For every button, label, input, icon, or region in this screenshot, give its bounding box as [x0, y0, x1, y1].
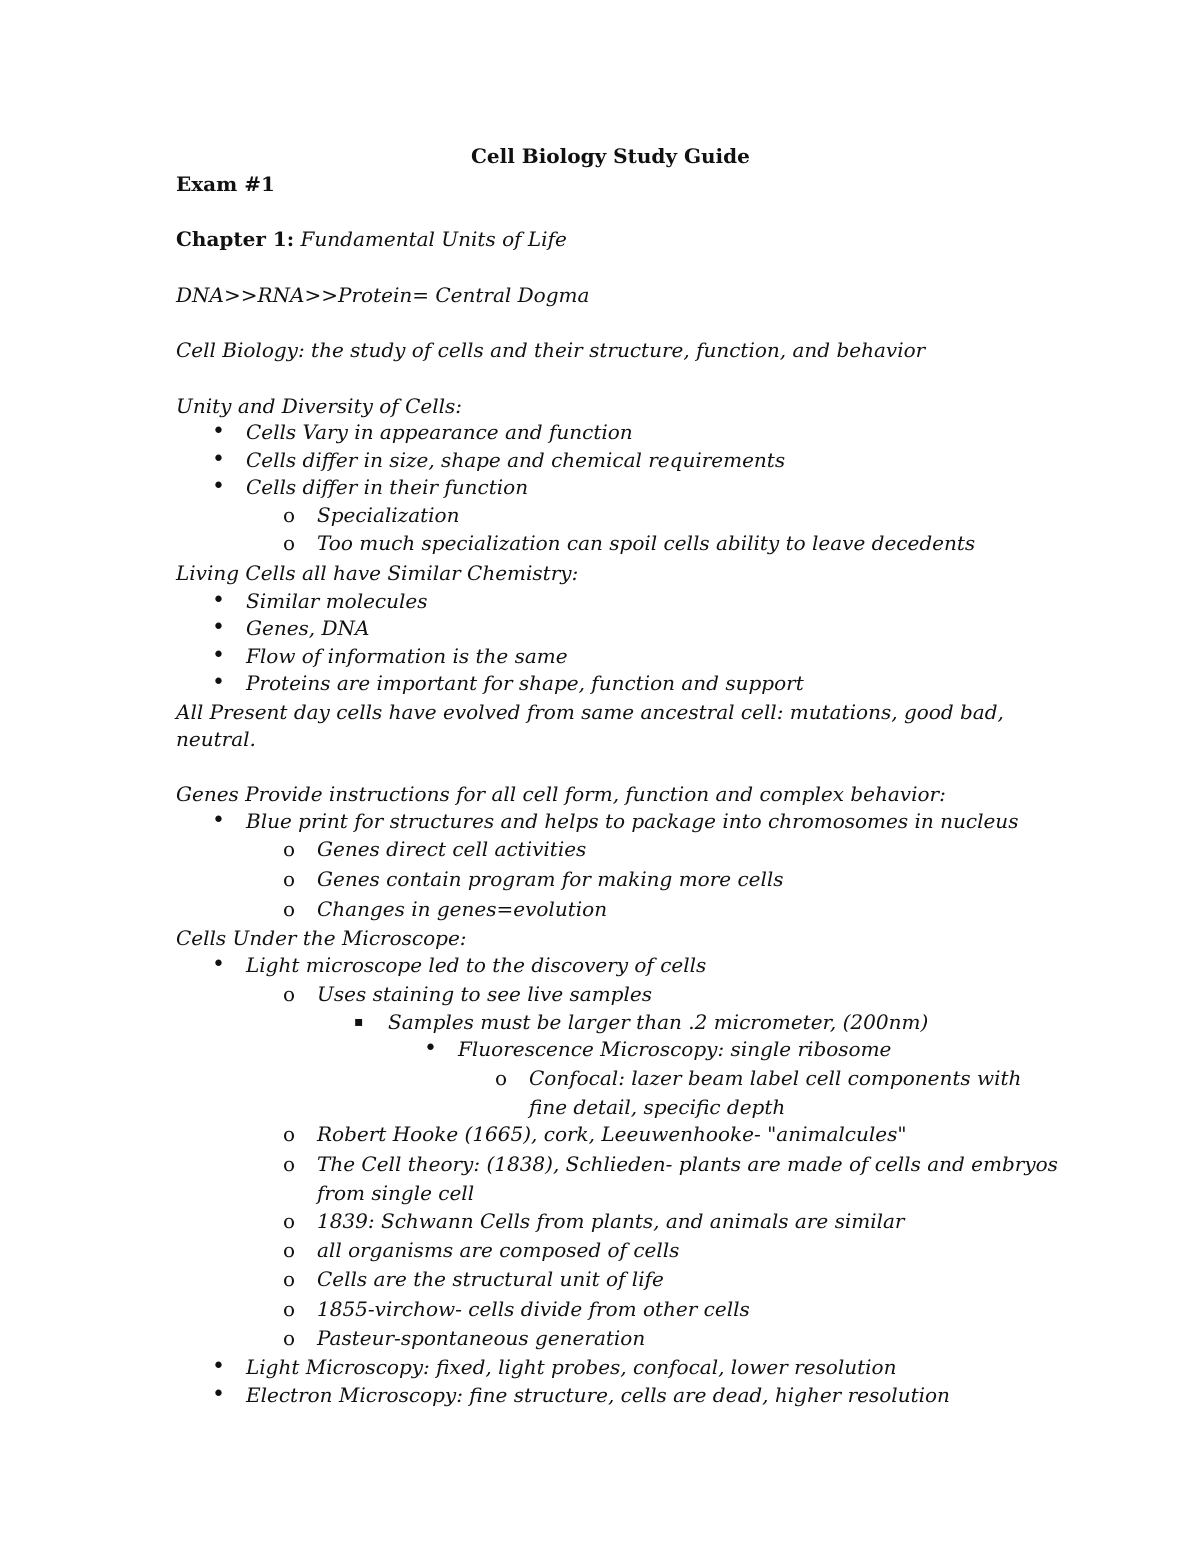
page-title: Cell Biology Study Guide — [471, 144, 750, 168]
list-item: Cells are the structural unit of life — [317, 1267, 664, 1291]
exam-label: Exam #1 — [176, 172, 275, 196]
list-item: Proteins are important for shape, function and support — [246, 671, 804, 695]
list-item: Similar molecules — [246, 589, 428, 613]
bullet-marker: • — [212, 952, 225, 977]
definition-line: Cell Biology: the study of cells and their structure, function, and behavior — [176, 338, 926, 362]
list-item: 1839: Schwann Cells from plants, and animals are similar — [317, 1209, 905, 1233]
bullet-marker: • — [212, 643, 225, 668]
circle-marker: o — [283, 867, 296, 891]
section-heading-genes: Genes Provide instructions for all cell form, function and complex behavior: — [176, 782, 946, 806]
circle-marker: o — [283, 1209, 296, 1233]
list-item: Blue print for structures and helps to package into chromosomes in nucleus — [246, 809, 1019, 833]
list-item: Electron Microscopy: fine structure, cells are dead, higher resolution — [246, 1383, 950, 1407]
bullet-marker: • — [212, 447, 225, 472]
list-item: Uses staining to see live samples — [317, 982, 652, 1006]
list-item: Specialization — [317, 503, 460, 527]
circle-marker: o — [283, 982, 296, 1006]
list-item: Changes in genes=evolution — [317, 897, 608, 921]
list-item: Cells differ in their function — [246, 475, 529, 499]
paragraph-evolved-line2: neutral. — [176, 727, 256, 751]
bullet-marker: • — [212, 1382, 225, 1407]
circle-marker: o — [283, 1152, 296, 1176]
circle-marker: o — [283, 837, 296, 861]
bullet-marker: • — [212, 419, 225, 444]
paragraph-evolved-line1: All Present day cells have evolved from same ancestral cell: mutations, good bad, — [176, 700, 1004, 724]
list-item: Fluorescence Microscopy: single ribosome — [458, 1037, 892, 1061]
circle-marker: o — [283, 1122, 296, 1146]
bullet-marker: • — [212, 588, 225, 613]
chapter-heading — [176, 226, 567, 252]
chapter-label: Chapter 1: — [176, 227, 295, 251]
circle-marker: o — [283, 503, 296, 527]
list-item: all organisms are composed of cells — [317, 1238, 680, 1262]
list-item-continuation: from single cell — [317, 1181, 475, 1205]
circle-marker: o — [283, 531, 296, 555]
list-item: Light microscope led to the discovery of cells — [246, 953, 707, 977]
bullet-marker: • — [212, 808, 225, 833]
bullet-marker: • — [212, 474, 225, 499]
chapter-name: Fundamental Units of Life — [300, 227, 567, 251]
list-item: Genes, DNA — [246, 616, 370, 640]
list-item: Confocal: lazer beam label cell components with — [529, 1066, 1022, 1090]
list-item: 1855-virchow- cells divide from other cells — [317, 1297, 750, 1321]
bullet-marker: • — [212, 670, 225, 695]
list-item: Too much specialization can spoil cells ability to leave decedents — [317, 531, 976, 555]
circle-marker: o — [283, 1238, 296, 1262]
circle-marker: o — [283, 1267, 296, 1291]
section-heading-chemistry: Living Cells all have Similar Chemistry: — [176, 561, 579, 585]
list-item: Flow of information is the same — [246, 644, 568, 668]
list-item: Cells differ in size, shape and chemical requirements — [246, 448, 786, 472]
list-item: Pasteur-spontaneous generation — [317, 1326, 646, 1350]
bullet-marker: • — [212, 1354, 225, 1379]
section-heading-unity: Unity and Diversity of Cells: — [176, 394, 463, 418]
list-item: Cells Vary in appearance and function — [246, 420, 633, 444]
circle-marker: o — [283, 1326, 296, 1350]
central-dogma-line: DNA>>RNA>>Protein= Central Dogma — [176, 283, 590, 307]
list-item: Genes direct cell activities — [317, 837, 587, 861]
list-item-continuation: fine detail, specific depth — [529, 1095, 786, 1119]
list-item: The Cell theory: (1838), Schlieden- plants are made of cells and embryos — [317, 1152, 1058, 1176]
list-item: Light Microscopy: fixed, light probes, confocal, lower resolution — [246, 1355, 897, 1379]
circle-marker: o — [283, 897, 296, 921]
square-marker: ▪ — [354, 1014, 364, 1030]
list-item: Robert Hooke (1665), cork, Leeuwenhooke- "animalcules" — [317, 1122, 907, 1146]
list-item: Samples must be larger than .2 micrometer, (200nm) — [388, 1010, 929, 1034]
circle-marker: o — [283, 1297, 296, 1321]
circle-marker: o — [495, 1066, 508, 1090]
section-heading-microscope: Cells Under the Microscope: — [176, 926, 467, 950]
list-item: Genes contain program for making more cells — [317, 867, 784, 891]
bullet-marker: • — [212, 615, 225, 640]
bullet-marker: • — [424, 1036, 437, 1061]
